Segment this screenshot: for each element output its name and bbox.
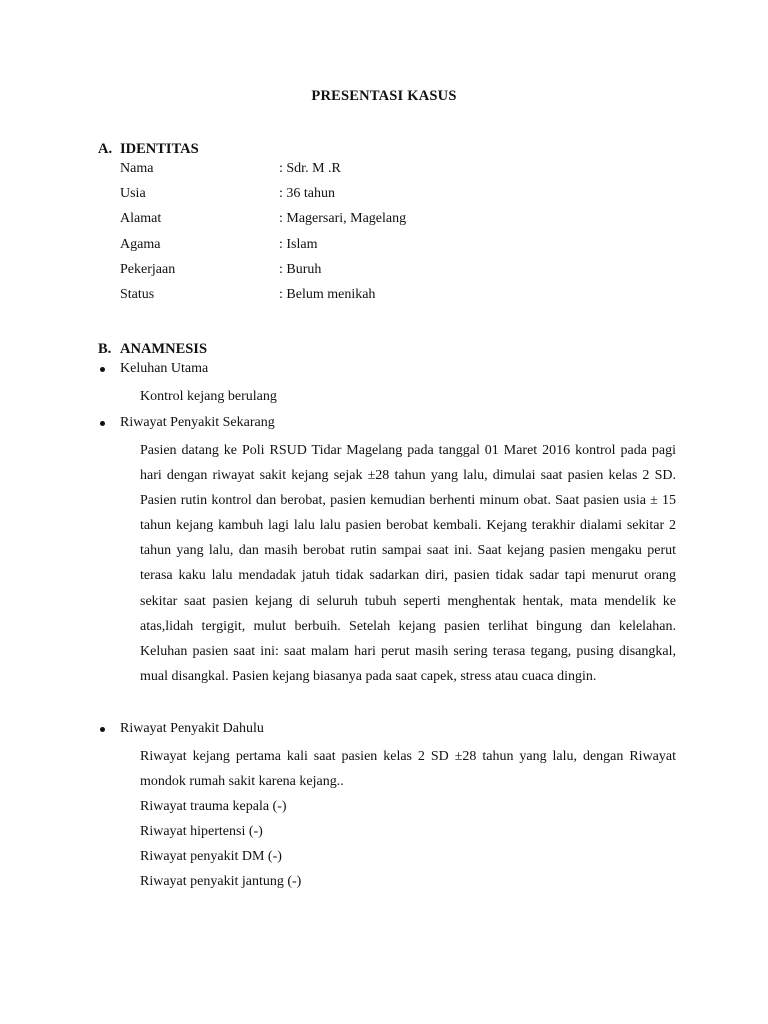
history-item-jantung: Riwayat penyakit jantung (-) [140,874,302,889]
identity-label: Alamat [120,211,162,226]
identity-label: Status [120,287,155,302]
bullet-icon [100,421,105,426]
bullet-label: Riwayat Penyakit Dahulu [120,721,264,736]
section-title: IDENTITAS [120,141,199,157]
bullet-icon [100,367,105,372]
identity-label: Agama [120,237,161,252]
riwayat-penyakit-sekarang-paragraph: Pasien datang ke Poli RSUD Tidar Magelang pada tanggal 01 Maret 2016 kontrol pada pagi hari dengan riwayat sakit kejang sejak ±28 tahun yang lalu, dimulai saat pasien kelas 2 SD. Pasien rutin kontrol dan berobat, pasien kemudian berhenti minum obat. Saat pasien usia ± 15 tahun kejang kambuh lagi lalu lalu pasien berobat kembali. Kejang terakhir dialami sekitar 2 tahun yang lalu, dan masih berobat rutin sampai saat ini. Saat kejang pasien mengaku perut terasa kaku lalu mendadak jatuh tidak sadarkan diri, pasien tidak sadar tapi menurut orang sekitar saat pasien kejang di seluruh tubuh seperti menghentak hentak, mata mendelik ke atas,lidah tergigit, mulut berbuih. Setelah kejang pasien terlihat bingung dan kelelahan. Keluhan pasien saat ini: saat malam hari perut masih sering terasa tegang, pusing disangkal, mual disangkal. Pasien kejang biasanya pada saat capek, stress atau cuaca dingin. [140,443,676,684]
history-item-dm: Riwayat penyakit DM (-) [140,849,282,864]
section-letter: A. [98,141,113,157]
section-anamnesis-heading [98,341,207,358]
identity-value: : Buruh [279,262,322,277]
identity-value: : Belum menikah [279,287,376,302]
section-title: ANAMNESIS [120,341,208,357]
section-identitas-heading [98,141,199,158]
page-title: PRESENTASI KASUS [311,88,457,104]
history-item-trauma: Riwayat trauma kepala (-) [140,799,287,814]
bullet-icon [100,727,105,732]
identity-value: : Magersari, Magelang [279,211,407,226]
riwayat-penyakit-dahulu-paragraph: Riwayat kejang pertama kali saat pasien kelas 2 SD ±28 tahun yang lalu, dengan Riwayat mondok rumah sakit karena kejang.. [140,749,676,790]
identity-value: : 36 tahun [279,186,335,201]
identity-value: : Sdr. M .R [279,161,341,176]
bullet-label: Riwayat Penyakit Sekarang [120,415,275,430]
identity-label: Pekerjaan [120,262,176,277]
history-item-hipertensi: Riwayat hipertensi (-) [140,824,263,839]
identity-label: Nama [120,161,154,176]
identity-label: Usia [120,186,146,201]
section-letter: B. [98,341,112,357]
bullet-label: Keluhan Utama [120,361,209,376]
identity-value: : Islam [279,237,318,252]
keluhan-utama-text: Kontrol kejang berulang [140,389,277,404]
